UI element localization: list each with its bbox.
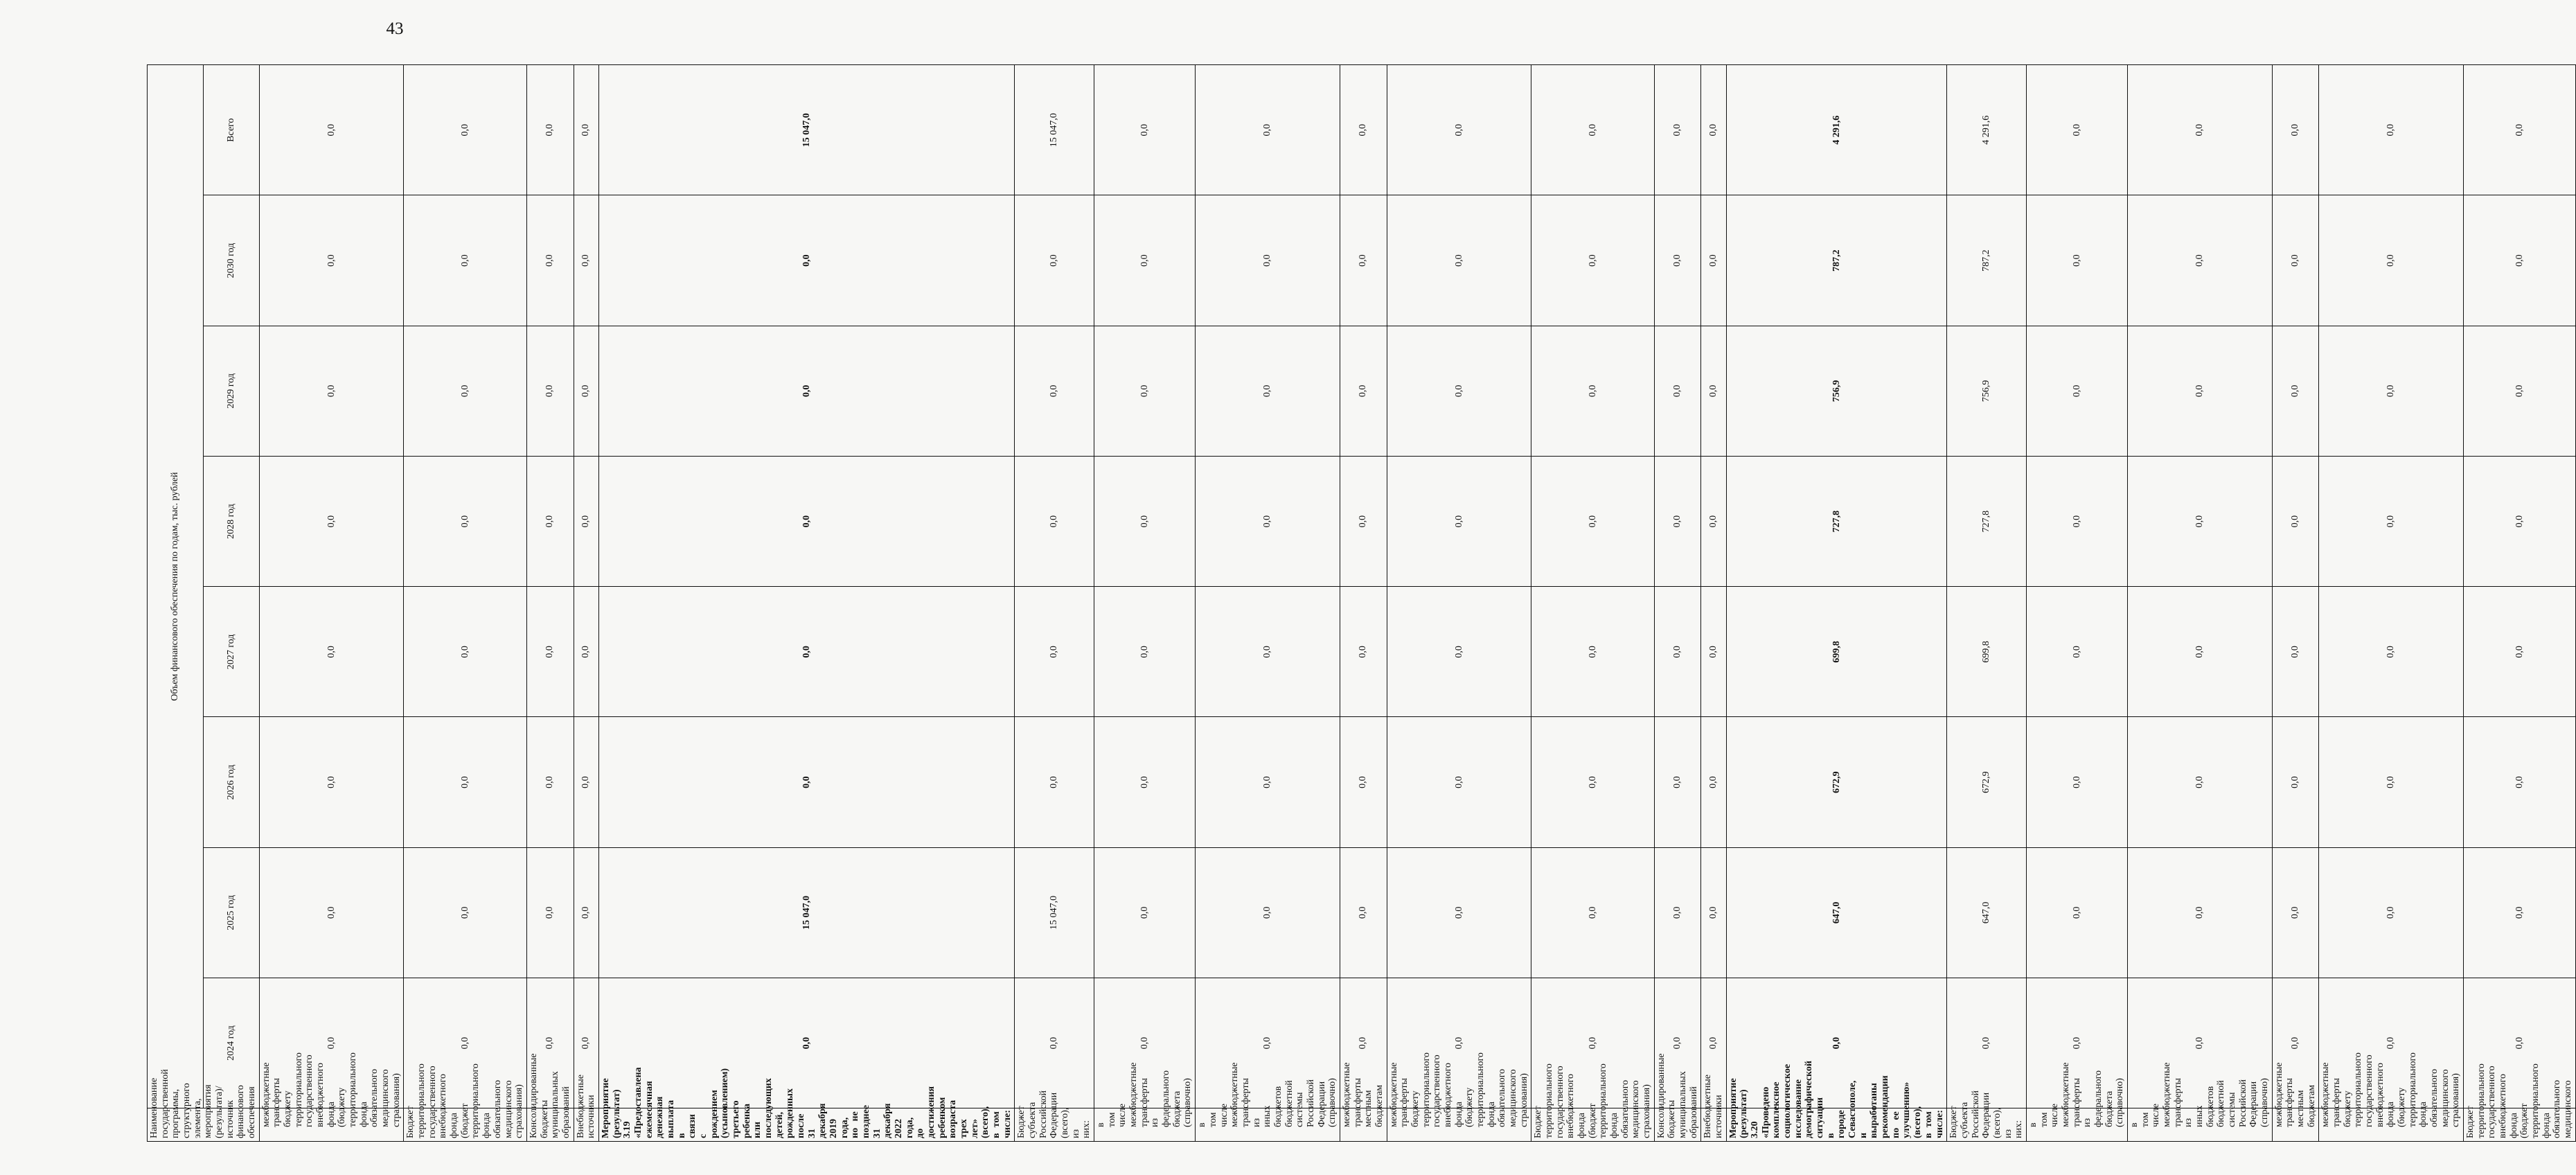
row-value-cell: 0,0 xyxy=(1196,587,1340,717)
row-value-cell: 0,0 xyxy=(2464,978,2576,1108)
row-value-cell: 0,0 xyxy=(1196,978,1340,1108)
rotated-table-frame xyxy=(147,64,2574,1142)
row-value-cell: 0,0 xyxy=(2127,587,2272,717)
row-value-cell: 0,0 xyxy=(1015,717,1094,847)
row-value-cell: 15 047,0 xyxy=(1015,847,1094,978)
table-row xyxy=(1094,65,1196,1142)
row-value-cell: 0,0 xyxy=(2272,978,2319,1108)
table-row xyxy=(2272,65,2319,1142)
row-value-cell: 0,0 xyxy=(2319,195,2464,326)
row-value-cell: 0,0 xyxy=(1094,847,1196,978)
row-value-cell: 0,0 xyxy=(1340,717,1387,847)
row-value-cell: 0,0 xyxy=(2272,65,2319,195)
row-value-cell: 0,0 xyxy=(1196,456,1340,586)
row-value-cell: 0,0 xyxy=(1196,195,1340,326)
row-value-cell: 0,0 xyxy=(1654,978,1701,1108)
row-value-cell: 0,0 xyxy=(1531,978,1654,1108)
financing-table xyxy=(147,64,2576,1142)
table-row xyxy=(2026,65,2127,1142)
row-value-cell: 0,0 xyxy=(2319,456,2464,586)
row-value-cell: 647,0 xyxy=(1947,847,2027,978)
row-value-cell: 0,0 xyxy=(1531,65,1654,195)
header-year-6: 2030 год xyxy=(203,195,259,326)
row-value-cell: 0,0 xyxy=(574,195,598,326)
row-value-cell: 0,0 xyxy=(259,326,404,456)
row-value-cell: 0,0 xyxy=(1387,326,1531,456)
row-value-cell: 0,0 xyxy=(259,978,404,1108)
row-source-name: в том числе межбюджетные трансферты из иных бюджетов бюджетной системы Российской Федерации (справочно) xyxy=(1196,1108,1340,1142)
row-value-cell: 0,0 xyxy=(526,978,574,1108)
row-value-cell: 0,0 xyxy=(404,717,526,847)
row-value-cell: 0,0 xyxy=(1531,847,1654,978)
row-source-name: Бюджет территориального государственного внебюджетного фонда (бюджет территориального фонда обязательного медицинского страхования) xyxy=(404,1108,526,1142)
table-row xyxy=(598,65,1015,1142)
row-value-cell: 0,0 xyxy=(1340,978,1387,1108)
row-value-cell: 0,0 xyxy=(1654,456,1701,586)
row-value-cell: 0,0 xyxy=(1196,326,1340,456)
row-value-cell: 0,0 xyxy=(1387,456,1531,586)
row-value-cell: 0,0 xyxy=(2319,847,2464,978)
row-value-cell: 787,2 xyxy=(1947,195,2027,326)
row-value-cell: 0,0 xyxy=(1654,195,1701,326)
table-container xyxy=(147,64,2574,1142)
row-value-cell: 0,0 xyxy=(2127,65,2272,195)
row-value-cell: 0,0 xyxy=(1531,456,1654,586)
row-value-cell: 0,0 xyxy=(1701,195,1726,326)
row-value-cell: 787,2 xyxy=(1726,195,1946,326)
table-row xyxy=(1654,65,1701,1142)
row-value-cell: 0,0 xyxy=(1387,587,1531,717)
row-value-cell: 0,0 xyxy=(526,587,574,717)
row-value-cell: 0,0 xyxy=(404,978,526,1108)
row-value-cell: 0,0 xyxy=(1340,456,1387,586)
table-row xyxy=(259,65,404,1142)
row-value-cell: 0,0 xyxy=(2026,847,2127,978)
row-value-cell: 0,0 xyxy=(574,326,598,456)
row-source-name: Консолидированные бюджеты муниципальных образований xyxy=(1654,1108,1701,1142)
row-value-cell: 0,0 xyxy=(1094,65,1196,195)
row-value-cell: 0,0 xyxy=(1094,978,1196,1108)
row-value-cell: 0,0 xyxy=(2026,326,2127,456)
row-value-cell: 0,0 xyxy=(2127,717,2272,847)
row-value-cell: 0,0 xyxy=(1094,717,1196,847)
row-value-cell: 0,0 xyxy=(259,847,404,978)
row-value-cell: 0,0 xyxy=(2026,456,2127,586)
row-value-cell: 0,0 xyxy=(259,65,404,195)
row-value-cell: 0,0 xyxy=(2272,587,2319,717)
row-value-cell: 0,0 xyxy=(598,587,1015,717)
row-value-cell: 0,0 xyxy=(1701,587,1726,717)
row-value-cell: 0,0 xyxy=(1196,847,1340,978)
table-row xyxy=(2464,65,2576,1142)
row-value-cell: 0,0 xyxy=(1196,717,1340,847)
row-value-cell: 0,0 xyxy=(1531,326,1654,456)
row-value-cell: 0,0 xyxy=(526,195,574,326)
row-value-cell: 0,0 xyxy=(2464,195,2576,326)
row-value-cell: 0,0 xyxy=(526,326,574,456)
row-value-cell: 0,0 xyxy=(1387,978,1531,1108)
row-value-cell: 0,0 xyxy=(526,456,574,586)
row-source-name: в том числе межбюджетные трансферты из иных бюджетов бюджетной системы Российской Федерации (справочно) xyxy=(2127,1108,2272,1142)
row-value-cell: 0,0 xyxy=(2127,326,2272,456)
row-value-cell: 0,0 xyxy=(1387,847,1531,978)
table-row xyxy=(1726,65,1946,1142)
row-value-cell: 0,0 xyxy=(598,326,1015,456)
row-value-cell: 0,0 xyxy=(1340,195,1387,326)
row-value-cell: 0,0 xyxy=(2127,847,2272,978)
row-value-cell: 0,0 xyxy=(2319,978,2464,1108)
row-value-cell: 699,8 xyxy=(1947,587,2027,717)
row-value-cell: 0,0 xyxy=(1340,587,1387,717)
header-financing: Объем финансового обеспечения по годам, тыс. рублей xyxy=(148,65,204,1108)
row-source-name: Бюджет субъекта Российской Федерации (всего), из них: xyxy=(1015,1108,1094,1142)
row-value-cell: 0,0 xyxy=(1701,65,1726,195)
row-value-cell: 0,0 xyxy=(2127,978,2272,1108)
row-value-cell: 0,0 xyxy=(404,195,526,326)
row-value-cell: 0,0 xyxy=(574,65,598,195)
table-header xyxy=(148,65,260,1142)
row-value-cell: 0,0 xyxy=(404,587,526,717)
row-value-cell: 0,0 xyxy=(259,587,404,717)
row-value-cell: 0,0 xyxy=(1701,456,1726,586)
row-value-cell: 0,0 xyxy=(1701,717,1726,847)
row-value-cell: 0,0 xyxy=(2319,587,2464,717)
row-value-cell: 672,9 xyxy=(1947,717,2027,847)
row-source-name: Внебюджетные источники xyxy=(574,1108,598,1142)
row-value-cell: 0,0 xyxy=(598,456,1015,586)
table-row xyxy=(2127,65,2272,1142)
table-body xyxy=(259,65,2575,1142)
row-value-cell: 0,0 xyxy=(404,456,526,586)
row-value-cell: 0,0 xyxy=(1726,978,1946,1108)
row-value-cell: 0,0 xyxy=(259,195,404,326)
row-value-cell: 4 291,6 xyxy=(1726,65,1946,195)
row-value-cell: 0,0 xyxy=(1701,847,1726,978)
header-year-5: 2029 год xyxy=(203,326,259,456)
page-number: 43 xyxy=(386,19,404,38)
row-value-cell: 0,0 xyxy=(526,65,574,195)
table-row xyxy=(1015,65,1094,1142)
row-value-cell: 0,0 xyxy=(2464,717,2576,847)
header-row-years xyxy=(203,65,259,1142)
row-value-cell: 0,0 xyxy=(2026,717,2127,847)
row-source-name: Бюджет субъекта Российской Федерации (всего), из них: xyxy=(1947,1108,2027,1142)
row-source-name: Мероприятие (результат) 3.19 «Предоставлена ежемесячная денежная выплата в связи с рождением (усыновлением) третьего ребенка или последующих детей, рожденных после 31 декабря 2019 года, но не позднее 31 декабря 2022 года, до достижения ребенком возраста трех лет» (всего), в том числе: xyxy=(598,1108,1015,1142)
table-row xyxy=(1701,65,1726,1142)
row-value-cell: 0,0 xyxy=(404,847,526,978)
row-value-cell: 727,8 xyxy=(1726,456,1946,586)
row-value-cell: 0,0 xyxy=(2464,847,2576,978)
row-value-cell: 0,0 xyxy=(1654,587,1701,717)
row-value-cell: 0,0 xyxy=(2319,65,2464,195)
header-year-4: 2028 год xyxy=(203,456,259,586)
header-name-line2: мероприятия (результата)/источник финансового обеспечения xyxy=(203,1084,258,1138)
row-value-cell: 0,0 xyxy=(1015,195,1094,326)
row-value-cell: 0,0 xyxy=(1094,587,1196,717)
row-source-name: межбюджетные трансферты бюджету территориального государственного внебюджетного фонда (бюджету территориального фонда обязательного медицинского страхования) xyxy=(259,1108,404,1142)
row-value-cell: 0,0 xyxy=(1531,195,1654,326)
row-value-cell: 0,0 xyxy=(2319,326,2464,456)
table-row xyxy=(574,65,598,1142)
row-value-cell: 0,0 xyxy=(1196,65,1340,195)
row-value-cell: 0,0 xyxy=(1015,326,1094,456)
row-value-cell: 0,0 xyxy=(2272,195,2319,326)
table-row xyxy=(2319,65,2464,1142)
row-value-cell: 0,0 xyxy=(2319,717,2464,847)
table-row xyxy=(1531,65,1654,1142)
row-value-cell: 647,0 xyxy=(1726,847,1946,978)
row-value-cell: 0,0 xyxy=(598,717,1015,847)
row-value-cell: 0,0 xyxy=(2127,195,2272,326)
row-value-cell: 0,0 xyxy=(2127,456,2272,586)
row-source-name: межбюджетные трансферты местным бюджетам xyxy=(1340,1108,1387,1142)
header-year-2: 2026 год xyxy=(203,717,259,847)
row-value-cell: 0,0 xyxy=(1654,717,1701,847)
row-value-cell: 0,0 xyxy=(1387,65,1531,195)
row-value-cell: 727,8 xyxy=(1947,456,2027,586)
row-value-cell: 0,0 xyxy=(526,847,574,978)
header-year-0: 2024 год xyxy=(203,978,259,1108)
row-value-cell: 0,0 xyxy=(1015,978,1094,1108)
row-value-cell: 0,0 xyxy=(1654,847,1701,978)
row-value-cell: 0,0 xyxy=(1015,587,1094,717)
row-source-name: в том числе межбюджетные трансферты из федерального бюджета (справочно) xyxy=(1094,1108,1196,1142)
row-value-cell: 0,0 xyxy=(2026,978,2127,1108)
row-source-name: в том числе межбюджетные трансферты из федерального бюджета (справочно) xyxy=(2026,1108,2127,1142)
row-value-cell: 756,9 xyxy=(1726,326,1946,456)
row-value-cell: 0,0 xyxy=(2272,847,2319,978)
row-value-cell: 0,0 xyxy=(2272,717,2319,847)
row-value-cell: 0,0 xyxy=(526,717,574,847)
row-value-cell: 0,0 xyxy=(1094,195,1196,326)
table-row xyxy=(404,65,526,1142)
row-value-cell: 0,0 xyxy=(1094,326,1196,456)
row-value-cell: 0,0 xyxy=(2026,195,2127,326)
row-value-cell: 0,0 xyxy=(2464,65,2576,195)
row-value-cell: 15 047,0 xyxy=(598,847,1015,978)
row-value-cell: 15 047,0 xyxy=(598,65,1015,195)
row-value-cell: 0,0 xyxy=(259,717,404,847)
row-value-cell: 0,0 xyxy=(1094,456,1196,586)
row-source-name: Бюджет территориального государственного внебюджетного фонда (бюджет территориального фонда обязательного медицинского страхования) xyxy=(1531,1108,1654,1142)
row-value-cell: 0,0 xyxy=(574,978,598,1108)
header-name-column xyxy=(148,1069,260,1142)
row-value-cell: 0,0 xyxy=(2026,587,2127,717)
table-row xyxy=(1196,65,1340,1142)
row-value-cell: 672,9 xyxy=(1726,717,1946,847)
row-source-name: Мероприятие (результат) 3.20 «Проведено комплексное социологическое исследование демографической ситуации в городе Севастополе, и выработаны рекомендации по ее улучшению» (всего), в том числе: xyxy=(1726,1108,1946,1142)
header-row-top xyxy=(148,65,204,1142)
header-name-line1: Наименование государственной программы, структурного элемента, xyxy=(149,1069,203,1138)
row-source-name: межбюджетные трансферты местным бюджетам xyxy=(2272,1108,2319,1142)
row-value-cell: 0,0 xyxy=(1340,847,1387,978)
row-value-cell: 0,0 xyxy=(1015,456,1094,586)
row-value-cell: 0,0 xyxy=(1531,717,1654,847)
row-value-cell: 0,0 xyxy=(2026,65,2127,195)
row-value-cell: 0,0 xyxy=(574,717,598,847)
row-value-cell: 0,0 xyxy=(574,847,598,978)
row-value-cell: 0,0 xyxy=(259,456,404,586)
row-source-name: Консолидированные бюджеты муниципальных образований xyxy=(526,1108,574,1142)
header-year-7: Всего xyxy=(203,65,259,195)
row-value-cell: 0,0 xyxy=(1531,587,1654,717)
table-row xyxy=(1387,65,1531,1142)
row-value-cell: 0,0 xyxy=(574,456,598,586)
header-year-3: 2027 год xyxy=(203,587,259,717)
row-value-cell: 0,0 xyxy=(2464,456,2576,586)
row-value-cell: 0,0 xyxy=(1947,978,2027,1108)
row-value-cell: 0,0 xyxy=(574,587,598,717)
row-value-cell: 0,0 xyxy=(1387,195,1531,326)
header-year-1: 2025 год xyxy=(203,847,259,978)
row-value-cell: 4 291,6 xyxy=(1947,65,2027,195)
row-value-cell: 0,0 xyxy=(598,195,1015,326)
row-value-cell: 0,0 xyxy=(2272,456,2319,586)
row-value-cell: 0,0 xyxy=(2272,326,2319,456)
row-value-cell: 0,0 xyxy=(1340,326,1387,456)
row-source-name: межбюджетные трансферты бюджету территориального государственного внебюджетного фонда (бюджету территориального фонда обязательного медицинского страхования) xyxy=(1387,1108,1531,1142)
table-row xyxy=(1947,65,2027,1142)
row-value-cell: 0,0 xyxy=(598,978,1015,1108)
row-value-cell: 0,0 xyxy=(1701,326,1726,456)
row-value-cell: 0,0 xyxy=(1654,65,1701,195)
row-source-name: Бюджет территориального государственного внебюджетного фонда (бюджет территориального фонда обязательного медицинского xyxy=(2464,1108,2576,1142)
row-value-cell: 0,0 xyxy=(1701,978,1726,1108)
table-row xyxy=(526,65,574,1142)
row-source-name: Внебюджетные источники xyxy=(1701,1108,1726,1142)
row-value-cell: 0,0 xyxy=(404,65,526,195)
row-value-cell: 0,0 xyxy=(2464,326,2576,456)
row-value-cell: 699,8 xyxy=(1726,587,1946,717)
row-value-cell: 0,0 xyxy=(1654,326,1701,456)
row-value-cell: 15 047,0 xyxy=(1015,65,1094,195)
row-value-cell: 756,9 xyxy=(1947,326,2027,456)
row-value-cell: 0,0 xyxy=(2464,587,2576,717)
row-source-name: межбюджетные трансферты бюджету территориального государственного внебюджетного фонда (бюджету территориального фонда обязательного медицинского страхования) xyxy=(2319,1108,2464,1142)
row-value-cell: 0,0 xyxy=(404,326,526,456)
row-value-cell: 0,0 xyxy=(1387,717,1531,847)
table-row xyxy=(1340,65,1387,1142)
row-value-cell: 0,0 xyxy=(1340,65,1387,195)
